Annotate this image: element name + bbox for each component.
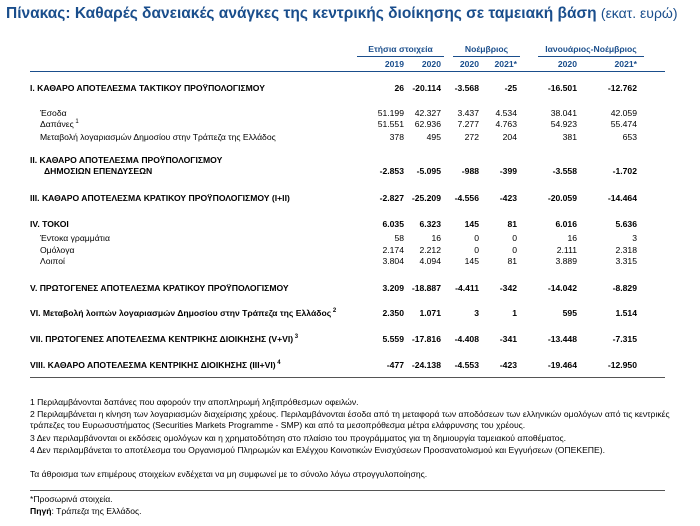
table-cell: 381: [562, 132, 577, 142]
title-text: Πίνακας: Καθαρές δανειακές ανάγκες της κεντρικής διοίκησης σε ταμειακή βάση: [6, 5, 597, 22]
row-label: [40, 108, 67, 118]
column-group-header: Ετήσια στοιχεία: [368, 44, 433, 54]
table-cell: 2.174: [382, 245, 404, 255]
table-cell: 4.534: [495, 108, 517, 118]
table-cell: -4.553: [454, 360, 479, 370]
table-cell: 3.804: [382, 256, 404, 266]
group-underline: [453, 56, 520, 57]
table-cell: 0: [474, 245, 479, 255]
row-label-text: Έσοδα: [40, 108, 67, 118]
table-cell: 3.209: [382, 283, 404, 293]
table-cell: -25.209: [411, 193, 441, 203]
row-label-text: Λοιποί: [40, 256, 65, 266]
table-cell: -341: [499, 334, 517, 344]
table-cell: 0: [512, 233, 517, 243]
column-group-header: Νοέμβριος: [464, 44, 509, 54]
table-cell: 42.059: [610, 108, 637, 118]
row-label: [40, 233, 110, 243]
row-label-text: V. ΠΡΩΤΟΓΕΝΕΣ ΑΠΟΤΕΛΕΣΜΑ ΚΡΑΤΙΚΟΥ ΠΡΟΫΠΟΛΟΓΙΣΜΟΥ: [30, 283, 289, 293]
row-label: [40, 256, 65, 266]
table-cell: -18.887: [411, 283, 441, 293]
page-title: [6, 5, 678, 23]
table-cell: -13.448: [547, 334, 577, 344]
row-label: [30, 334, 298, 344]
table-cell: 1: [512, 308, 517, 318]
table-cell: -4.411: [455, 283, 479, 293]
table-cell: 1.514: [615, 308, 637, 318]
footnote-marker: 3: [293, 334, 299, 341]
row-label: [40, 132, 276, 142]
source-label: Πηγή: [30, 506, 52, 516]
table-cell: 2.212: [419, 245, 441, 255]
row-label-text: Μεταβολή λογαριασμών Δημοσίου στην Τράπεζα της Ελλάδος: [40, 132, 276, 142]
footnote: 2 Περιλαμβάνεται η κίνηση των λογαριασμών διαχείρισης χρέους. Περιλαμβάνονται έσοδα από τη μεταφορά των αποδόσεων των ελληνικών ομολόγων από τις κεντρικές τράπεζες του Ευρωσυστήματος (Securities Markets Programme - SMP) και από τα μεσοπρόθεσμα μέτρα ελάφρυνσης του χρέους.: [30, 409, 670, 430]
row-label-text: II. ΚΑΘΑΡΟ ΑΠΟΤΕΛΕΣΜΑ ΠΡΟΫΠΟΛΟΓΙΣΜΟΥ: [30, 155, 223, 165]
table-cell: -7.315: [612, 334, 637, 344]
table-cell: -399: [499, 166, 517, 176]
footnote-marker: 1: [73, 119, 79, 126]
table-cell: -423: [499, 193, 517, 203]
row-label: [30, 283, 289, 293]
table-bottom-rule: [30, 377, 665, 378]
year-header: 2020: [459, 59, 479, 69]
table-cell: 26: [394, 83, 404, 93]
table-cell: 3.437: [457, 108, 479, 118]
table-cell: -342: [499, 283, 517, 293]
table-cell: 81: [507, 256, 517, 266]
provisional-note: *Προσωρινά στοιχεία.: [30, 494, 113, 504]
row-label: [30, 83, 265, 93]
footnote-marker: 4: [275, 360, 281, 367]
footnote: 3 Δεν περιλαμβάνονται οι εκδόσεις ομολόγων και η χρηματοδότηση στο πλαίσιο του προγράμματος για τη δημιουργία ταμειακού αποθέματος.: [30, 433, 567, 443]
row-label-text: Έντοκα γραμμάτια: [40, 233, 110, 243]
table-cell: 58: [394, 233, 404, 243]
table-cell: 4.094: [419, 256, 441, 266]
table-cell: 0: [474, 233, 479, 243]
row-label: [40, 119, 79, 129]
table-cell: 55.474: [610, 119, 637, 129]
table-cell: 378: [389, 132, 404, 142]
column-group-header: Ιανουάριος-Νοέμβριος: [545, 44, 637, 54]
table-cell: -25: [504, 83, 517, 93]
source-note: [30, 506, 680, 517]
table-cell: -24.138: [411, 360, 441, 370]
title-unit: (εκατ. ευρώ): [600, 5, 678, 21]
table-cell: -14.042: [547, 283, 577, 293]
header-rule: [30, 71, 665, 72]
row-label: [30, 219, 69, 229]
table-cell: -3.558: [552, 166, 577, 176]
table-cell: 2.111: [556, 245, 577, 255]
table-cell: -12.762: [607, 83, 637, 93]
table-cell: -12.950: [607, 360, 637, 370]
table-cell: -14.464: [607, 193, 637, 203]
footnote: 1 Περιλαμβάνονται δαπάνες που αφορούν την αποπληρωμή ληξιπρόθεσμων οφειλών.: [30, 397, 359, 407]
footnote: 4 Δεν περιλαμβάνεται το αποτέλεσμα του Οργανισμού Πληρωμών και Ελέγχου Κοινοτικών Ενισχύσεων Προσανατολισμού και Εγγυήσεων (ΟΠΕΚΕΠΕ).: [30, 445, 605, 455]
table-cell: -16.501: [547, 83, 577, 93]
table-cell: 38.041: [550, 108, 577, 118]
table-cell: -988: [461, 166, 479, 176]
table-cell: 5.636: [615, 219, 637, 229]
table-cell: 3.889: [555, 256, 577, 266]
table-cell: -5.095: [416, 166, 441, 176]
table-cell: 1.071: [419, 308, 441, 318]
table-cell: 495: [426, 132, 441, 142]
table-cell: 51.199: [377, 108, 404, 118]
year-header: 2021*: [494, 59, 517, 69]
table-cell: 272: [464, 132, 479, 142]
table-cell: 0: [512, 245, 517, 255]
row-label-text: Ομόλογα: [40, 245, 75, 255]
table-cell: -20.059: [547, 193, 577, 203]
table-cell: 6.016: [555, 219, 577, 229]
year-header: 2019: [384, 59, 404, 69]
row-label-text: VIII. ΚΑΘΑΡΟ ΑΠΟΤΕΛΕΣΜΑ ΚΕΝΤΡΙΚΗΣ ΔΙΟΙΚΗΣΗΣ (III+VI): [30, 360, 276, 370]
table-cell: 62.936: [414, 119, 441, 129]
table-cell: 51.551: [377, 119, 404, 129]
group-underline: [357, 56, 444, 57]
table-cell: -17.816: [411, 334, 441, 344]
year-header: 2020: [557, 59, 577, 69]
table-cell: -4.408: [454, 334, 479, 344]
table-cell: 16: [431, 233, 441, 243]
table-cell: 3: [632, 233, 637, 243]
table-cell: -20.114: [412, 83, 441, 93]
row-label-text: III. ΚΑΘΑΡΟ ΑΠΟΤΕΛΕΣΜΑ ΚΡΑΤΙΚΟΥ ΠΡΟΫΠΟΛΟΓΙΣΜΟΥ (I+II): [30, 193, 290, 203]
row-label: [30, 155, 222, 165]
row-label: [30, 193, 290, 203]
table-cell: 2.350: [382, 308, 404, 318]
table-cell: 54.923: [550, 119, 577, 129]
table-cell: 145: [464, 219, 479, 229]
table-cell: 204: [502, 132, 517, 142]
row-label-text: I. ΚΑΘΑΡΟ ΑΠΟΤΕΛΕΣΜΑ ΤΑΚΤΙΚΟΥ ΠΡΟΫΠΟΛΟΓΙΣΜΟΥ: [30, 83, 265, 93]
table-cell: -8.829: [612, 283, 637, 293]
table-cell: -4.556: [454, 193, 479, 203]
table-cell: -477: [386, 360, 404, 370]
group-underline: [538, 56, 644, 57]
year-header: 2020: [421, 59, 441, 69]
table-cell: 3.315: [615, 256, 637, 266]
table-cell: 145: [464, 256, 479, 266]
table-cell: 5.559: [382, 334, 404, 344]
table-cell: 81: [507, 219, 517, 229]
row-label: [40, 245, 74, 255]
table-cell: 2.318: [615, 245, 637, 255]
table-cell: -1.702: [612, 166, 637, 176]
table-cell: 653: [622, 132, 637, 142]
table-cell: -3.568: [454, 83, 479, 93]
footnote: Τα άθροισμα των επιμέρους στοιχείων ενδέχεται να μη συμφωνεί με το σύνολο λόγω στρογγυλοποίησης.: [30, 469, 428, 479]
table-cell: -423: [499, 360, 517, 370]
year-header: 2021*: [614, 59, 637, 69]
source-text: : Τράπεζα της Ελλάδος.: [51, 506, 142, 516]
table-cell: -19.464: [547, 360, 577, 370]
row-label-text: VI. Μεταβολή λοιπών λογαριασμών Δημοσίου στην Τράπεζα της Ελλάδος: [30, 308, 332, 318]
row-label: [30, 360, 281, 370]
row-label-text: IV. ΤΟΚΟΙ: [30, 219, 69, 229]
table-cell: 7.277: [457, 119, 479, 129]
row-label-continuation: ΔΗΜΟΣΙΩΝ ΕΠΕΝΔΥΣΕΩΝ: [44, 166, 153, 176]
row-label-text: Δαπάνες: [40, 119, 74, 129]
table-cell: 6.035: [382, 219, 404, 229]
table-cell: 595: [562, 308, 577, 318]
row-label-text: VII. ΠΡΩΤΟΓΕΝΕΣ ΑΠΟΤΕΛΕΣΜΑ ΚΕΝΤΡΙΚΗΣ ΔΙΟΙΚΗΣΗΣ (V+VI): [30, 334, 294, 344]
table-cell: 16: [567, 233, 577, 243]
notes-rule: [30, 490, 665, 491]
table-cell: 3: [474, 308, 479, 318]
table-cell: -2.853: [379, 166, 404, 176]
row-label: [30, 308, 336, 318]
table-cell: 6.323: [419, 219, 441, 229]
footnote-marker: 2: [331, 308, 337, 315]
table-cell: -2.827: [379, 193, 404, 203]
table-cell: 4.763: [495, 119, 517, 129]
table-cell: 42.327: [414, 108, 441, 118]
